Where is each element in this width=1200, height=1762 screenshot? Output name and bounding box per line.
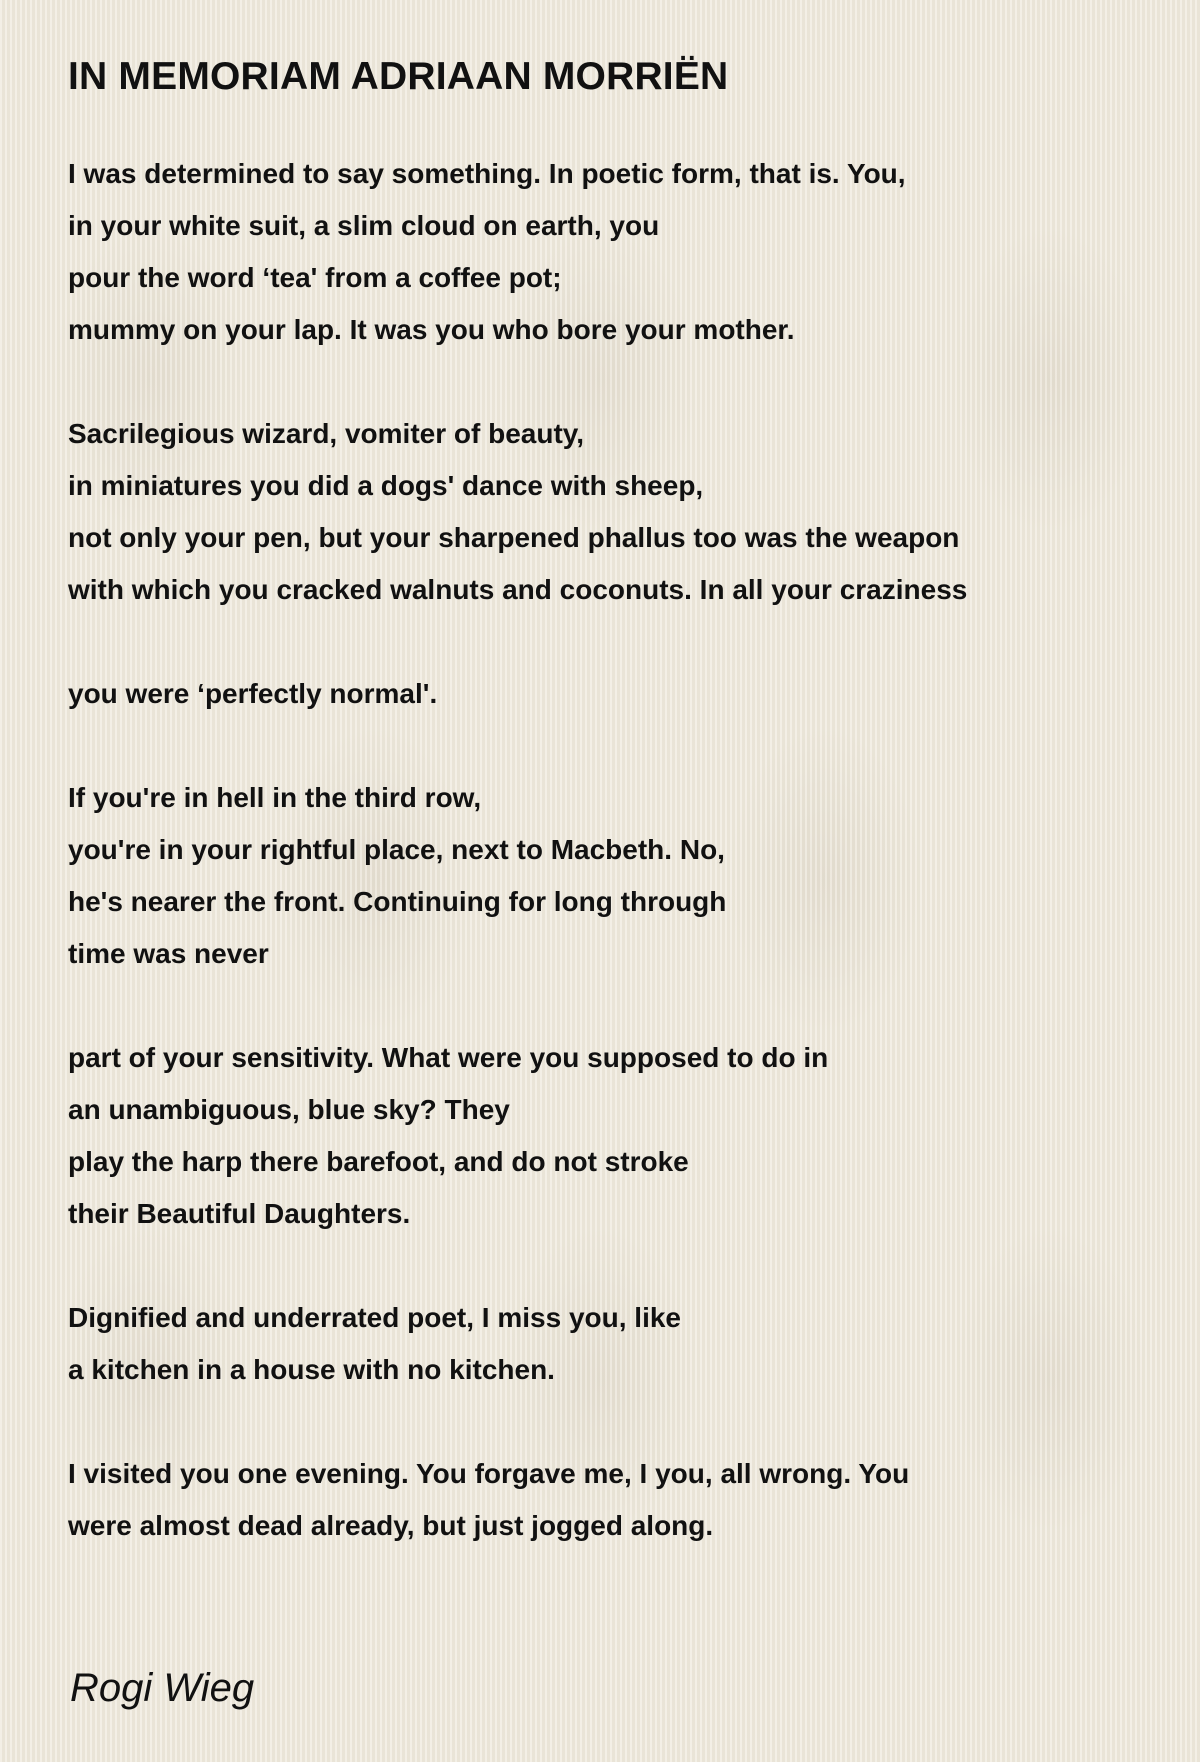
poem-line: were almost dead already, but just jogged along. xyxy=(68,1510,714,1541)
poem-page xyxy=(68,48,1168,1604)
poem-line: with which you cracked walnuts and coconuts. In all your craziness xyxy=(68,574,968,605)
poem-line: Sacrilegious wizard, vomiter of beauty, xyxy=(68,418,585,449)
poem-line: in your white suit, a slim cloud on earth, you xyxy=(68,210,660,241)
poem-line: in miniatures you did a dogs' dance with sheep, xyxy=(68,470,704,501)
poem-line: I visited you one evening. You forgave me, I you, all wrong. You xyxy=(68,1458,910,1489)
poem-line: I was determined to say something. In poetic form, that is. You, xyxy=(68,158,906,189)
poem-line: you're in your rightful place, next to Macbeth. No, xyxy=(68,834,725,865)
stanza xyxy=(68,1448,1168,1552)
poem-author: Rogi Wieg xyxy=(70,1666,255,1710)
stanza xyxy=(68,148,1168,356)
poem-title: IN MEMORIAM ADRIAAN MORRIËN xyxy=(68,55,729,98)
stanza xyxy=(68,1032,1168,1240)
stanza xyxy=(68,668,1168,720)
poem-line: Dignified and underrated poet, I miss you, like xyxy=(68,1302,681,1333)
poem-line: play the harp there barefoot, and do not stroke xyxy=(68,1146,689,1177)
poem-line: mummy on your lap. It was you who bore your mother. xyxy=(68,314,795,345)
stanza xyxy=(68,408,1168,616)
poem-line: he's nearer the front. Continuing for long through xyxy=(68,886,727,917)
stanza xyxy=(68,1292,1168,1396)
poem-line: time was never xyxy=(68,938,269,969)
poem-line: pour the word ‘tea' from a coffee pot; xyxy=(68,262,562,293)
poem-line: If you're in hell in the third row, xyxy=(68,782,482,813)
poem-line: an unambiguous, blue sky? They xyxy=(68,1094,510,1125)
poem-body xyxy=(68,148,1168,1552)
poem-line: their Beautiful Daughters. xyxy=(68,1198,411,1229)
poem-line: a kitchen in a house with no kitchen. xyxy=(68,1354,555,1385)
poem-line: part of your sensitivity. What were you supposed to do in xyxy=(68,1042,829,1073)
stanza xyxy=(68,772,1168,980)
poem-line: you were ‘perfectly normal'. xyxy=(68,678,438,709)
poem-line: not only your pen, but your sharpened phallus too was the weapon xyxy=(68,522,960,553)
